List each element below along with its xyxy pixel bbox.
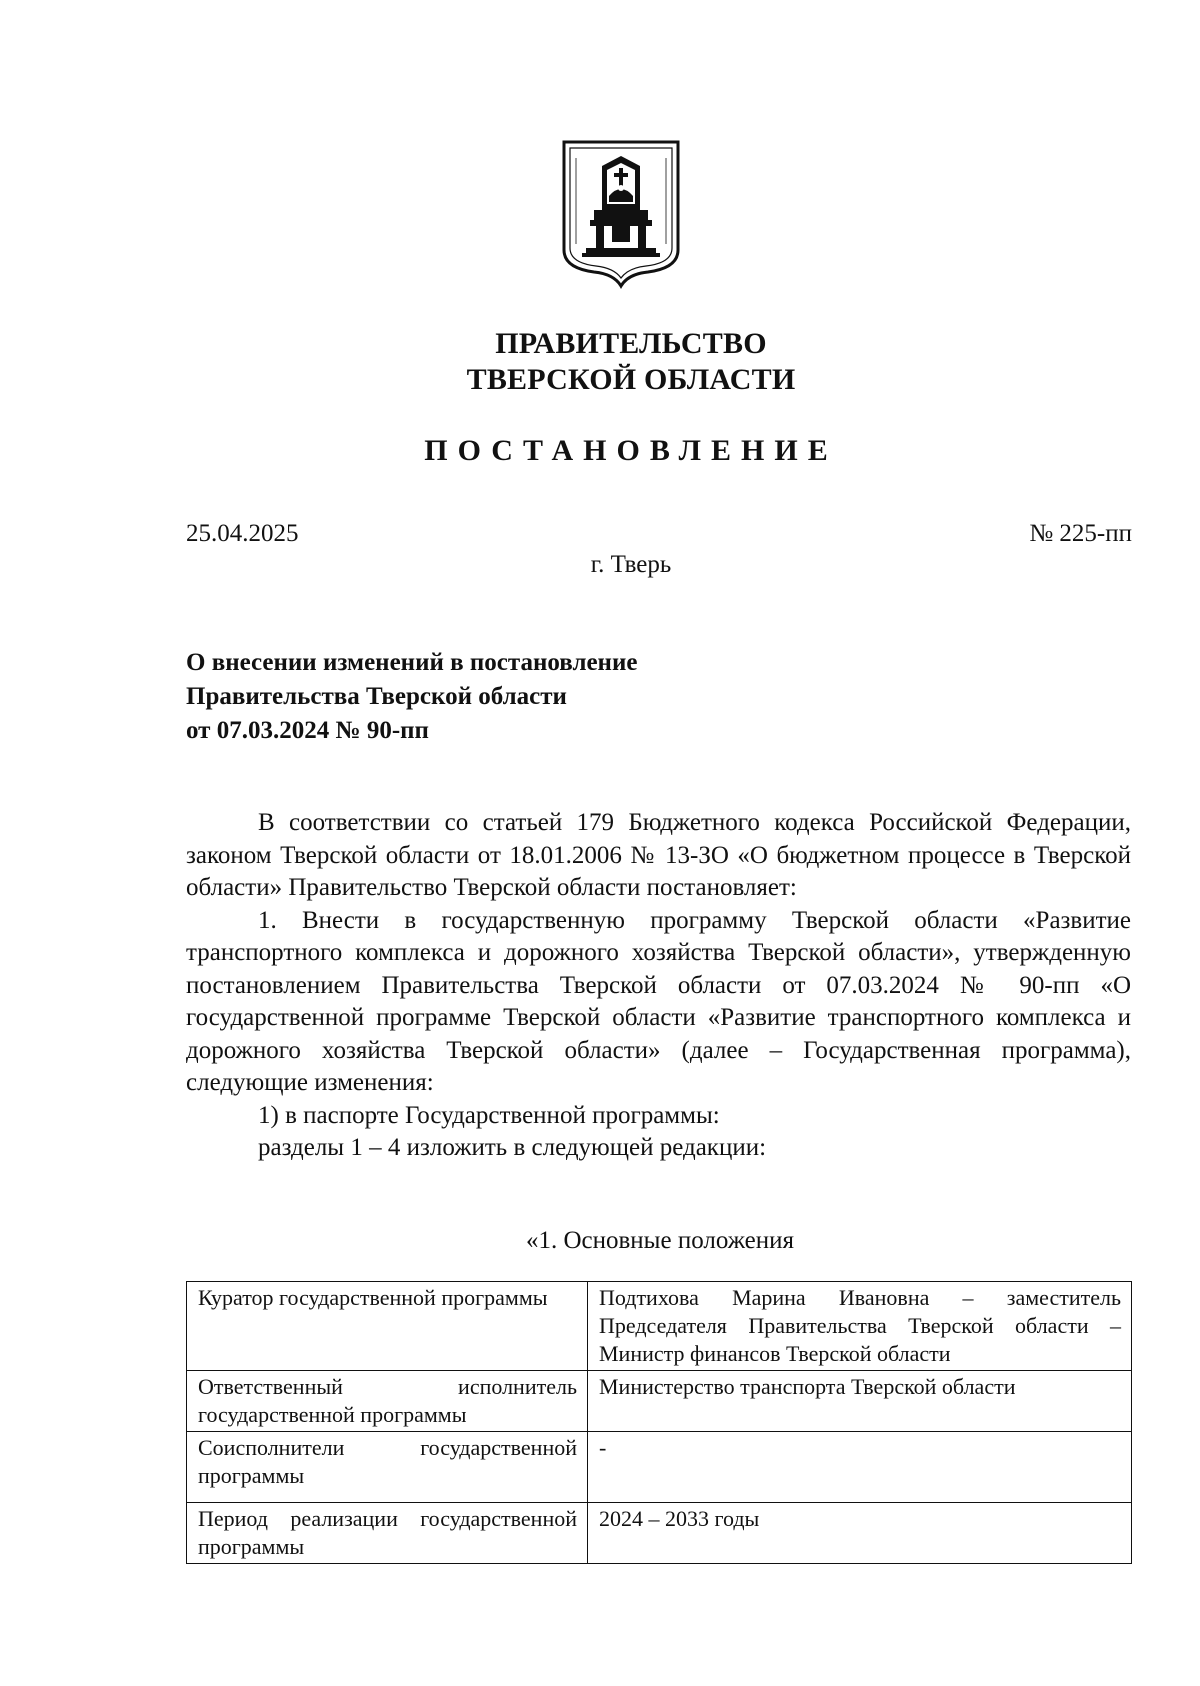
subject-line3: от 07.03.2024 № 90-пп <box>186 717 429 744</box>
table-cell-value: Подтихова Марина Ивановна – заместитель Председателя Правительства Тверской области – Министр финансов Тверской области <box>588 1282 1132 1371</box>
program-passport-table <box>186 1281 1132 1564</box>
government-title-line1: ПРАВИТЕЛЬСТВО <box>495 327 767 360</box>
table-cell-label: Куратор государственной программы <box>187 1282 588 1371</box>
table-row <box>187 1282 1132 1371</box>
body-paragraph-item1: 1. Внести в государственную программу Тверской области «Развитие транспортного комплекса и дорожного хозяйства Тверской области», утвержденную постановлением Правительства Тверской области от 07.03.2024 № 90-пп «О государственной программе Тверской области «Развитие транспортного комплекса и дорожного хозяйства Тверской области» (далее – Государственная программа), следующие изменения: <box>186 906 1131 1096</box>
table-cell-label: Ответственный исполнитель государственной программы <box>187 1371 588 1432</box>
document-subject <box>186 646 637 748</box>
document-city: г. Тверь <box>590 551 672 578</box>
table-row <box>187 1371 1132 1432</box>
table-cell-value: Министерство транспорта Тверской области <box>588 1371 1132 1432</box>
document-number: № 225-пп <box>1029 520 1132 547</box>
document-type-heading: ПОСТАНОВЛЕНИЕ <box>424 434 838 467</box>
coat-of-arms-emblem <box>560 138 682 290</box>
table-cell-value: - <box>588 1432 1132 1503</box>
subject-line1: О внесении изменений в постановление <box>186 649 638 676</box>
government-title-line2: ТВЕРСКОЙ ОБЛАСТИ <box>466 363 796 396</box>
subject-line2: Правительства Тверской области <box>186 683 567 710</box>
document-body <box>186 807 1131 1165</box>
table-cell-label: Период реализации государственной программы <box>187 1503 588 1564</box>
body-paragraph-subitem1: 1) в паспорте Государственной программы: <box>258 1101 720 1129</box>
table-row <box>187 1503 1132 1564</box>
section-title: «1. Основные положения <box>525 1227 795 1254</box>
document-date: 25.04.2025 <box>186 520 299 547</box>
table-row <box>187 1432 1132 1503</box>
table-cell-value: 2024 – 2033 годы <box>588 1503 1132 1564</box>
body-paragraph-preamble: В соответствии со статьей 179 Бюджетного кодекса Российской Федерации, законом Тверской области от 18.01.2006 № 13-ЗО «О бюджетном процессе в Тверской области» Правительство Тверской области постановляет: <box>186 809 1131 901</box>
body-paragraph-sections: разделы 1 – 4 изложить в следующей редакции: <box>258 1134 767 1161</box>
table-cell-label: Соисполнители государственной программы <box>187 1432 588 1503</box>
